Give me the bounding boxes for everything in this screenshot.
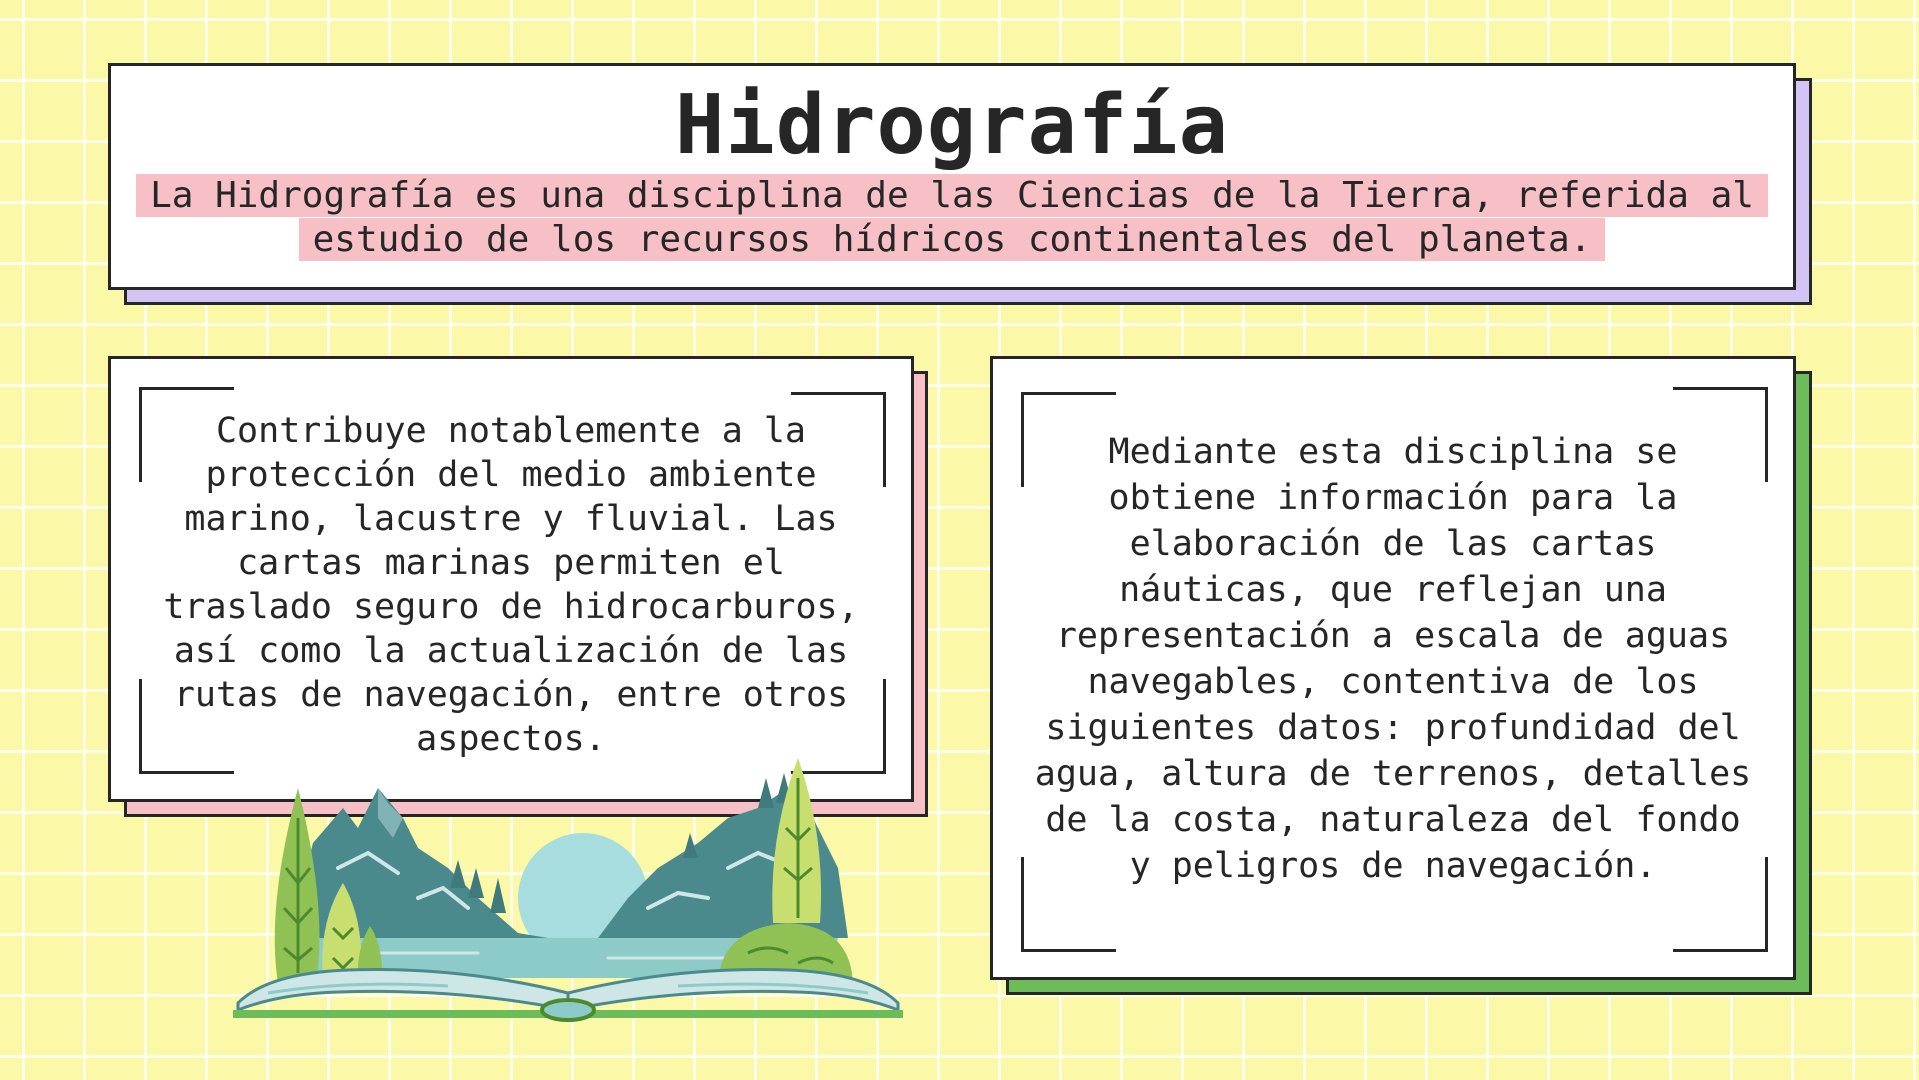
right-card-text: Mediante esta disciplina se obtiene información para la elaboración de las cartas náuticas, que reflejan una representación a escala de aguas navegables, contentiva de los siguientes datos: profundidad del agua, altura de terrenos, detalles de la costa, naturaleza del fondo y peligros de navegación. — [1034, 432, 1752, 886]
title-description: La Hidrografía es una disciplina de las Ciencias de la Tierra, referida al estudio de los recursos hídricos continentales del planeta. — [136, 174, 1768, 261]
right-info-card — [990, 356, 1796, 980]
left-card-text: Contribuye notablemente a la protección del medio ambiente marino, lacustre y fluvial. Las cartas marinas permiten el traslado seguro de hidrocarburos, así como la actualización de las rutas de navegación, entre otros aspectos. — [163, 411, 859, 759]
left-info-card — [108, 356, 914, 802]
page-title: Hidrografía — [674, 78, 1230, 173]
title-description-wrap — [111, 174, 1793, 262]
open-book-landscape-illustration — [228, 748, 908, 1028]
title-card — [108, 63, 1796, 290]
